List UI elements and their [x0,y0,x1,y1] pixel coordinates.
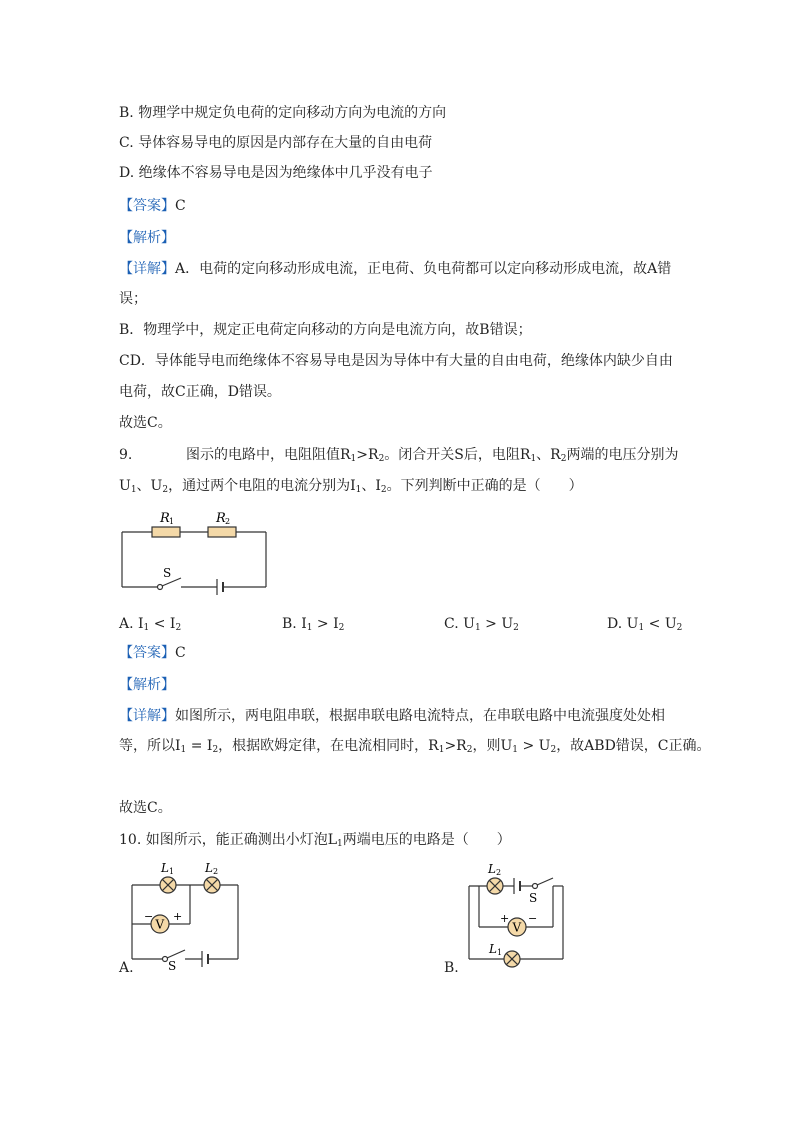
q9-detail-line1: 【详解】如图所示，两电阻串联，根据串联电路电流特点，在串联电路中电流强度处处相 [119,708,665,724]
q9-detail-line2: 等，所以$I_1 = I_2$，根据欧姆定律，在电流相同时，$R_1>R_2$，则$U_1 > U_2$，故ABD错误，C正确。 [119,738,711,755]
r2-label: R [216,511,226,526]
answer-tag: 【答案】 [119,198,175,214]
q9-conclusion: 故选C。 [119,800,172,816]
q8-analysis-tag: 【解析】 [119,230,175,246]
svg-text:V: V [155,917,165,932]
q9-stem-line2: $U_1$、$U_2$，通过两个电阻的电流分别为$I_1$、$I_2$。下列判断中正确的是（ ） [119,478,583,495]
detail-tag: 【详解】 [119,261,175,277]
q8-conclusion: 故选C。 [119,415,172,431]
q8-option-d: D. 绝缘体不容易导电是因为绝缘体中几乎没有电子 [119,165,433,181]
svg-text:2: 2 [225,517,231,526]
svg-text:S: S [529,891,538,905]
svg-text:1: 1 [497,948,503,957]
svg-text:L: L [489,942,497,956]
q9-analysis-tag: 【解析】 [119,677,175,693]
q8-option-c: C. 导体容易导电的原因是内部存在大量的自由电荷 [119,135,433,151]
q8-option-b: B. 物理学中规定负电荷的定向移动方向为电流的方向 [119,105,447,121]
q8-detail-line4: CD．导体能导电而绝缘体不容易导电是因为导体中有大量的自由电荷，绝缘体内缺少自由 [119,353,673,369]
q9-number: 9. [119,447,133,463]
lamp-l2-icon [487,878,503,894]
q8-answer [119,196,186,216]
q8-detail-line2: 误； [119,291,147,307]
q8-detail-line3: B．物理学中，规定正电荷定向移动的方向是电流方向，故B错误； [119,322,532,338]
answer-value: C [175,645,186,661]
svg-text:+: + [173,910,183,923]
svg-text:1: 1 [169,517,175,526]
svg-text:2: 2 [496,868,502,877]
q9-option-c: C. $U_1 > U_2$ [444,616,519,633]
svg-text:−: − [528,912,538,925]
detail-tag: 【详解】 [119,708,175,724]
q9-option-b: B. $I_1 > I_2$ [282,616,345,633]
svg-text:2: 2 [213,867,219,876]
answer-value: C [175,198,186,214]
q9-answer [119,643,186,663]
svg-text:L: L [205,861,213,875]
q10-circuit-a-diagram [128,858,244,973]
svg-text:−: − [144,910,154,923]
lamp-l1-icon [160,877,176,893]
svg-text:V: V [512,920,522,935]
q9-series-circuit-diagram [115,505,275,600]
lamp-l1-icon [504,951,520,967]
q9-option-d: D. $U_1 < U_2$ [607,616,683,633]
svg-text:S: S [168,959,177,973]
svg-text:1: 1 [169,867,175,876]
q10-option-a: A. [119,960,134,976]
svg-text:L: L [161,861,169,875]
voltmeter-icon [508,918,526,936]
q8-detail-line1: 【详解】A．电荷的定向移动形成电流，正电荷、负电荷都可以定向移动形成电流，故A错 [119,261,672,277]
answer-tag: 【答案】 [119,645,175,661]
svg-text:+: + [500,912,510,925]
lamp-l2-icon [204,877,220,893]
q9-stem-line1: 图示的电路中，电阻阻值$R_1>R_2$。闭合开关S后，电阻$R_1$、$R_2$两端的电压分别为 [186,447,679,464]
q10-option-b: B. [444,960,459,976]
q10-stem: 10. 如图所示，能正确测出小灯泡$L_1$两端电压的电路是（ ） [119,832,511,849]
r1-label: R [160,511,170,526]
switch-label: S [163,566,172,580]
q9-option-a: A. $I_1 < I_2$ [119,616,182,633]
q10-circuit-b-diagram [465,858,575,970]
svg-text:L: L [488,862,496,876]
q8-detail-line5: 电荷，故C正确，D错误。 [119,384,281,400]
